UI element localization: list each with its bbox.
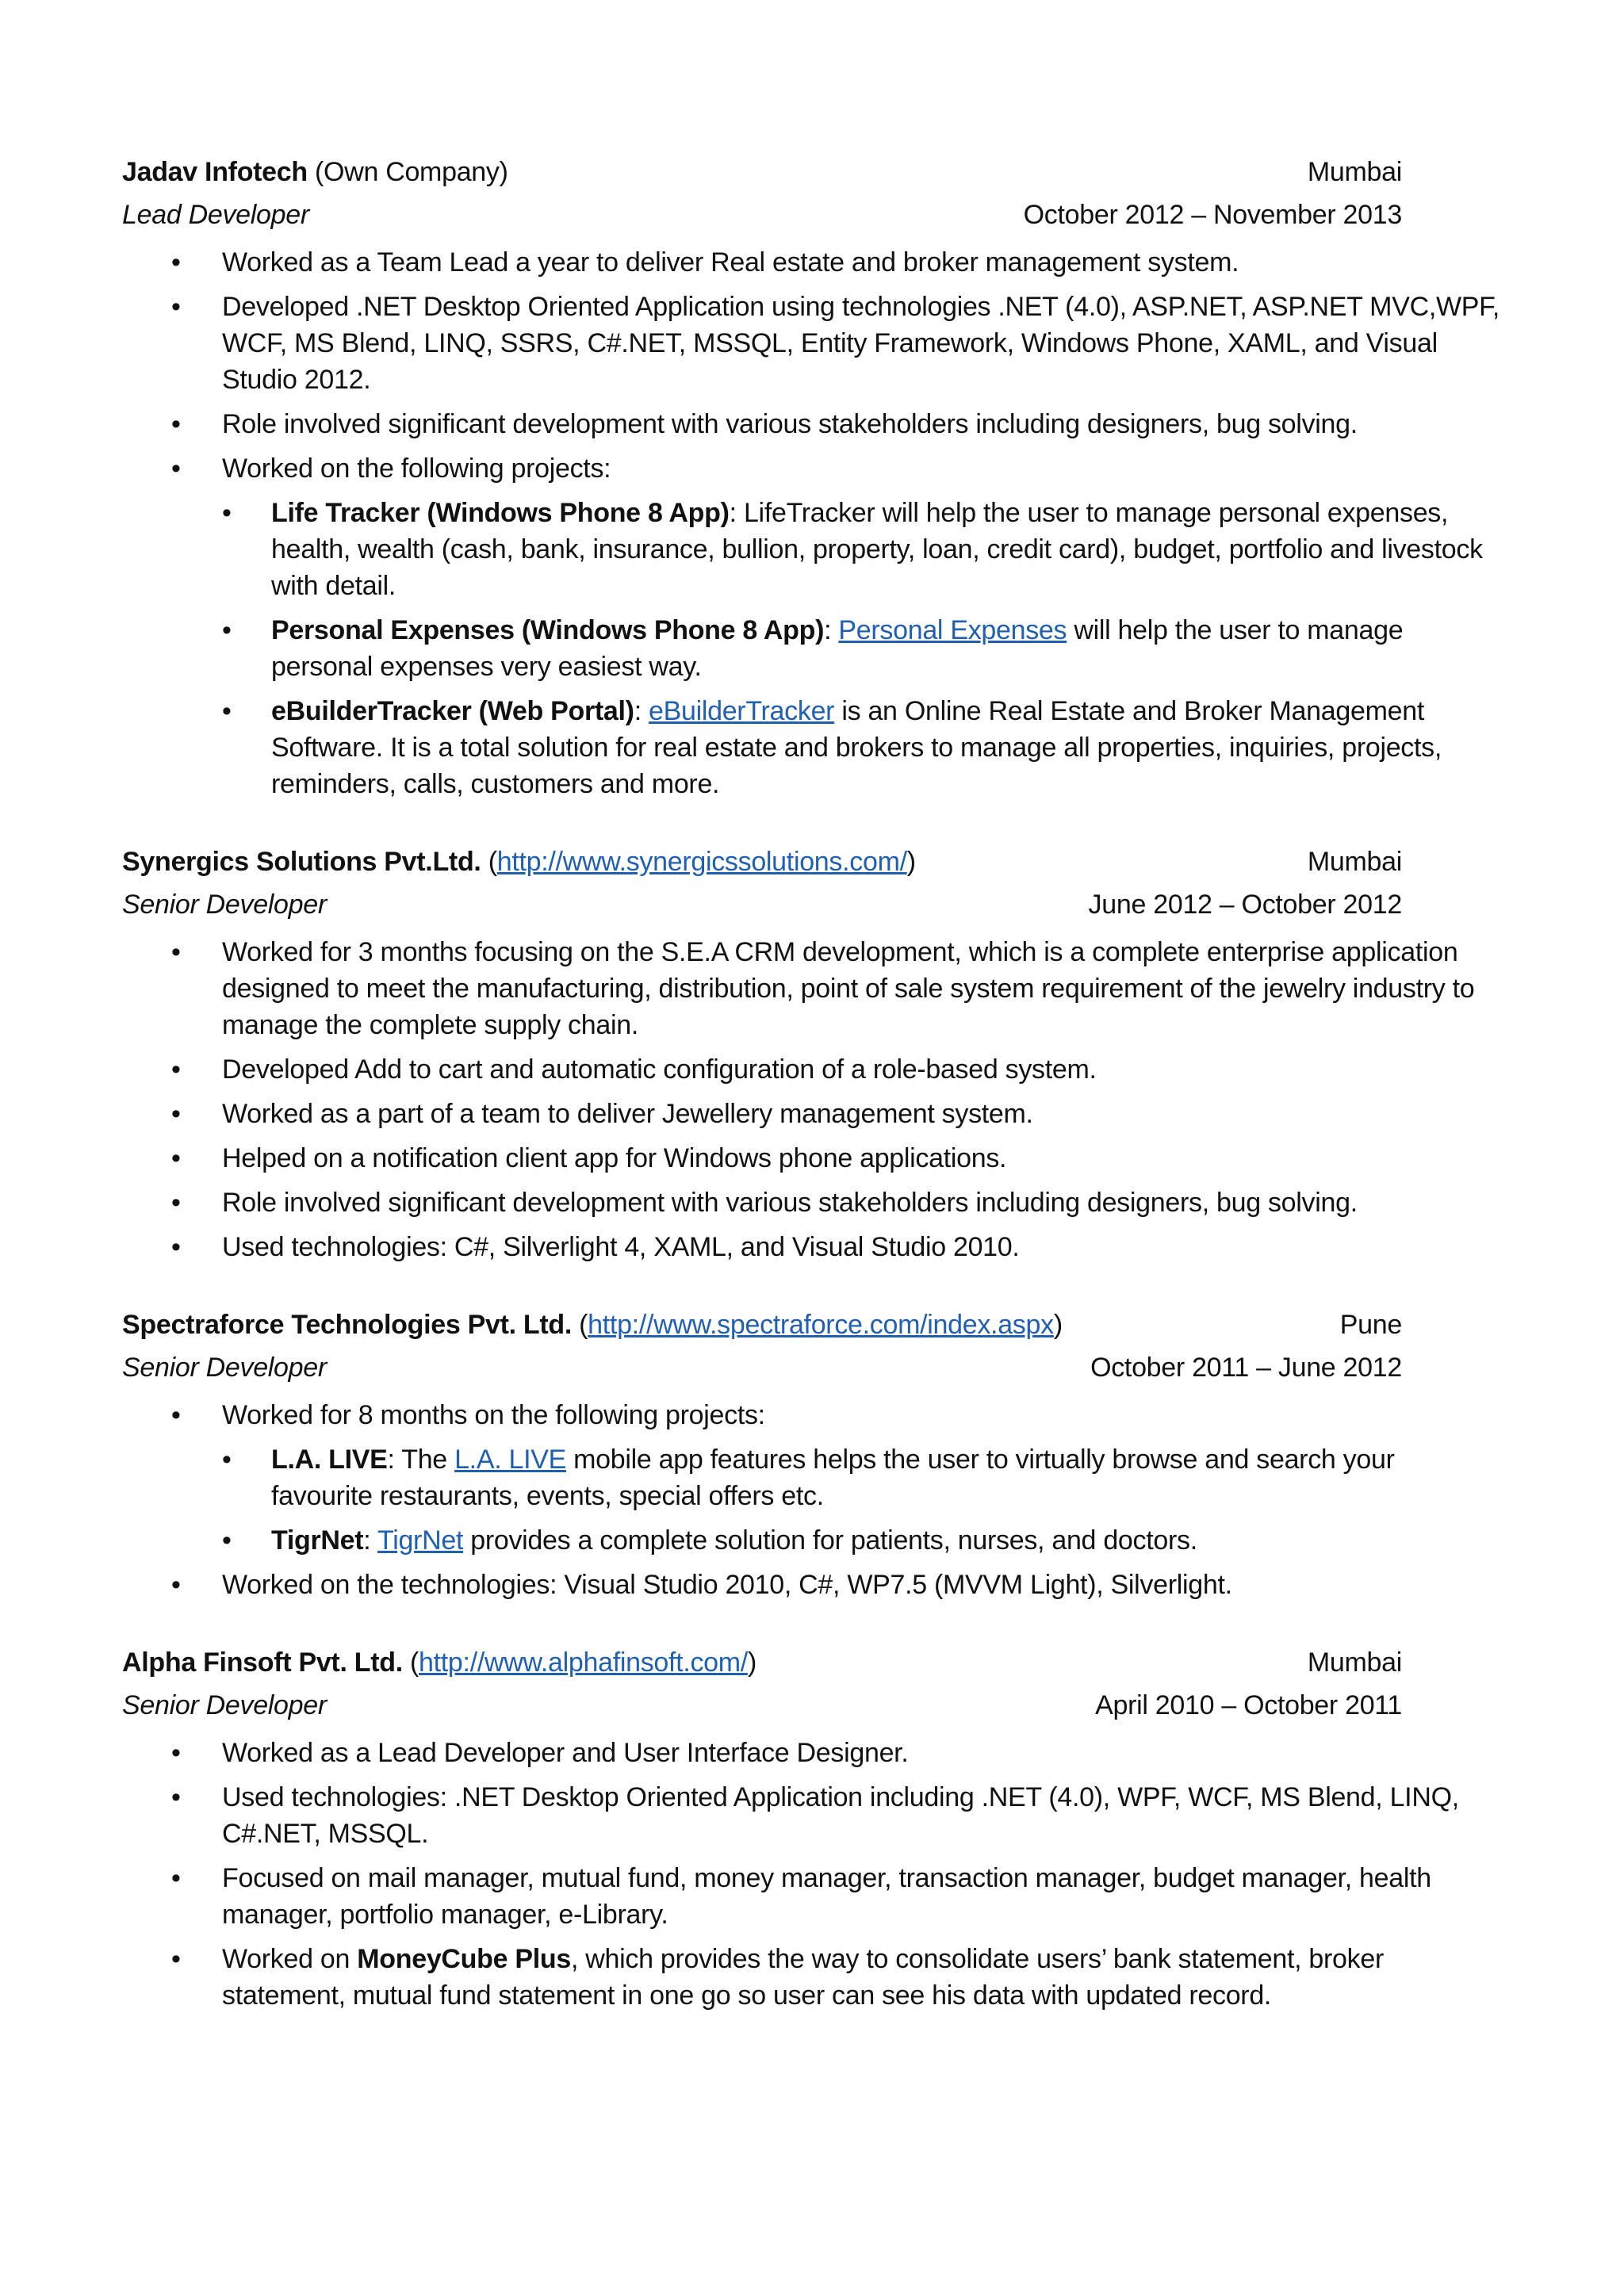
list-item: • Developed .NET Desktop Oriented Application using technologies .NET (4.0), ASP.NET, ASP.NET MVC,WPF, WCF, MS Blend, LINQ, SSRS, C#.NET, MSSQL, Entity Framework, Windows Phone, XAML, and Visual Studio 2012. <box>122 289 1502 398</box>
job-header <box>122 1303 1402 1346</box>
project-item <box>222 495 1502 604</box>
list-item: • Used technologies: C#, Silverlight 4, XAML, and Visual Studio 2010. <box>122 1229 1502 1265</box>
job-header <box>122 840 1402 883</box>
project-link[interactable]: L.A. LIVE <box>454 1445 566 1475</box>
list-item <box>122 1397 1502 1559</box>
company-link[interactable]: http://www.synergicssolutions.com/ <box>496 847 907 877</box>
job-dates: October 2011 – June 2012 <box>1090 1353 1402 1383</box>
job-spectraforce <box>122 1303 1502 1603</box>
list-item <box>122 450 1502 802</box>
resume-page <box>122 151 1502 2052</box>
project-link[interactable]: TigrNet <box>377 1525 464 1556</box>
list-item: • Helped on a notification client app for Windows phone applications. <box>122 1140 1502 1177</box>
job-location: Mumbai <box>1307 1647 1402 1678</box>
job-role: Senior Developer <box>122 1353 327 1383</box>
job-bullets <box>122 1735 1502 2014</box>
project-text: LifeTracker will help the user to manage personal expenses, health, wealth (cash, bank, insurance, bullion, property, loan, credit card), budget, portfolio and livestock with detail. <box>271 498 1483 601</box>
job-location: Pune <box>1339 1310 1402 1340</box>
job-location: Mumbai <box>1307 157 1402 187</box>
project-name: Life Tracker (Windows Phone 8 App) <box>271 498 730 528</box>
list-item: • Worked on the technologies: Visual Studio 2010, C#, WP7.5 (MVVM Light), Silverlight. <box>122 1567 1502 1603</box>
job-subheader <box>122 1346 1402 1389</box>
project-link[interactable]: eBuilderTracker <box>648 696 835 726</box>
job-synergics <box>122 840 1502 1265</box>
project-item <box>222 1522 1502 1559</box>
project-name: TigrNet <box>271 1525 364 1556</box>
project-text: will help the user to manage personal expenses very easiest way. <box>271 615 1404 682</box>
company-link[interactable]: http://www.spectraforce.com/index.aspx <box>588 1310 1054 1340</box>
job-subheader <box>122 1684 1402 1727</box>
project-item <box>222 693 1502 802</box>
job-location: Mumbai <box>1307 847 1402 877</box>
project-item <box>222 612 1502 685</box>
bullet-pre: Worked on <box>222 1944 358 1974</box>
job-role: Senior Developer <box>122 1690 327 1720</box>
project-list <box>222 1441 1502 1559</box>
project-item <box>222 1441 1502 1514</box>
list-item: • Developed Add to cart and automatic configuration of a role-based system. <box>122 1051 1502 1088</box>
project-list <box>222 495 1502 802</box>
company-suffix: (Own Company) <box>307 157 508 187</box>
job-bullets <box>122 244 1502 802</box>
project-sep: : <box>363 1525 377 1556</box>
company-line <box>122 154 508 190</box>
job-dates: June 2012 – October 2012 <box>1088 890 1402 920</box>
product-name: MoneyCube Plus <box>357 1944 571 1974</box>
project-name: Personal Expenses (Windows Phone 8 App) <box>271 615 825 645</box>
projects-intro: Worked on the following projects: <box>222 453 611 484</box>
job-bullets <box>122 1397 1502 1603</box>
job-dates: October 2012 – November 2013 <box>1023 200 1402 230</box>
company-line: Spectraforce Technologies Pvt. Ltd. (http://www.spectraforce.com/index.aspx) <box>122 1310 1063 1340</box>
list-item: • Worked as a Lead Developer and User Interface Designer. <box>122 1735 1502 1771</box>
job-role: Lead Developer <box>122 200 309 230</box>
job-role: Senior Developer <box>122 890 327 920</box>
job-bullets <box>122 934 1502 1265</box>
bullet-post: , which provides the way to consolidate users’ bank statement, broker statement, mutual fund statement in one go so user can see his data with updated record. <box>222 1944 1385 2011</box>
project-sep: : <box>634 696 649 726</box>
company-line: Alpha Finsoft Pvt. Ltd. (http://www.alphafinsoft.com/) <box>122 1647 756 1678</box>
project-text: provides a complete solution for patients, nurses, and doctors. <box>463 1525 1197 1556</box>
company-name: Alpha Finsoft Pvt. Ltd. <box>122 1647 403 1678</box>
projects-intro: Worked for 8 months on the following projects: <box>222 1400 765 1430</box>
list-item: • Role involved significant development with various stakeholders including designers, bug solving. <box>122 1184 1502 1221</box>
job-subheader <box>122 193 1402 236</box>
job-alpha-finsoft <box>122 1641 1502 2014</box>
company-line: Synergics Solutions Pvt.Ltd. (http://www.synergicssolutions.com/) <box>122 847 916 877</box>
company-link[interactable]: http://www.alphafinsoft.com/ <box>419 1647 748 1678</box>
company-name: Spectraforce Technologies Pvt. Ltd. <box>122 1310 572 1340</box>
project-name: L.A. LIVE <box>271 1445 388 1475</box>
project-sep: : The <box>387 1445 455 1475</box>
list-item: • Role involved significant development with various stakeholders including designers, bug solving. <box>122 406 1502 442</box>
project-sep: : <box>729 498 744 528</box>
project-sep: : <box>824 615 839 645</box>
company-name: Jadav Infotech <box>122 157 308 187</box>
list-item: • Focused on mail manager, mutual fund, money manager, transaction manager, budget manager, health manager, portfolio manager, e-Library. <box>122 1860 1502 1933</box>
list-item <box>122 1941 1502 2014</box>
job-dates: April 2010 – October 2011 <box>1095 1690 1402 1720</box>
project-link[interactable]: Personal Expenses <box>838 615 1067 645</box>
list-item: • Worked as a Team Lead a year to deliver Real estate and broker management system. <box>122 244 1502 281</box>
job-header <box>122 1641 1402 1684</box>
job-jadav-infotech <box>122 151 1502 802</box>
project-name: eBuilderTracker (Web Portal) <box>271 696 634 726</box>
company-name: Synergics Solutions Pvt.Ltd. <box>122 847 481 877</box>
job-header <box>122 151 1402 193</box>
project-text: is an Online Real Estate and Broker Management Software. It is a total solution for real estate and brokers to manage all properties, inquiries, projects, reminders, calls, customers and more. <box>271 696 1442 799</box>
project-text: mobile app features helps the user to virtually browse and search your favourite restaurants, events, special offers etc. <box>271 1445 1395 1511</box>
list-item: • Worked for 3 months focusing on the S.E.A CRM development, which is a complete enterprise application designed to meet the manufacturing, distribution, point of sale system requirement of the jewelry industry to manage the complete supply chain. <box>122 934 1502 1043</box>
list-item: • Worked as a part of a team to deliver Jewellery management system. <box>122 1096 1502 1132</box>
list-item: • Used technologies: .NET Desktop Oriented Application including .NET (4.0), WPF, WCF, MS Blend, LINQ, C#.NET, MSSQL. <box>122 1779 1502 1852</box>
job-subheader <box>122 883 1402 926</box>
